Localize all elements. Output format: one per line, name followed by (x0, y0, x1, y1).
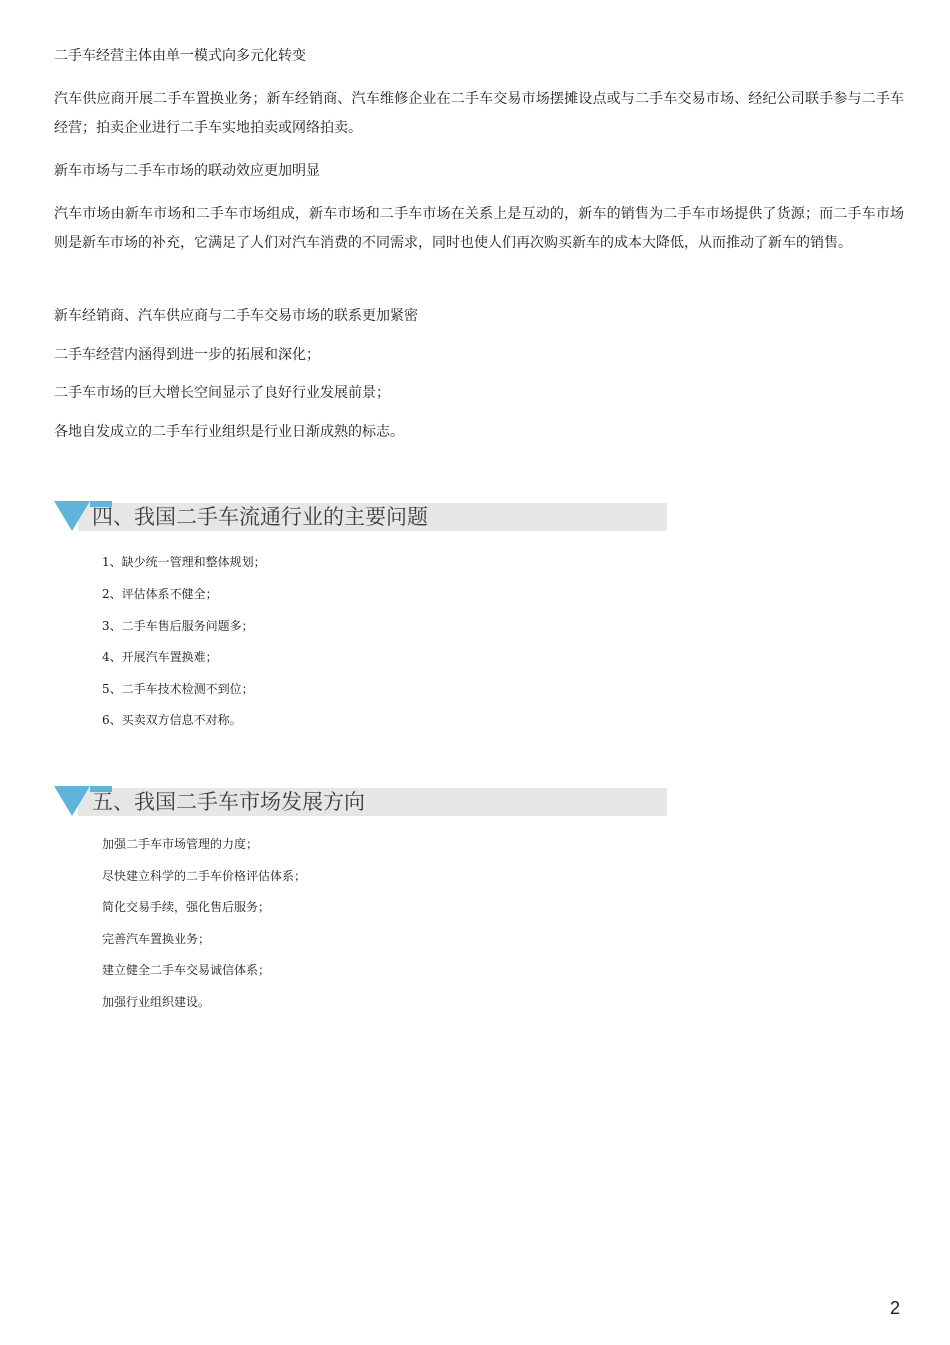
direction-item-5: 建立健全二手车交易诚信体系； (102, 963, 271, 977)
section-5-header (54, 786, 667, 816)
problem-item-4: 4、开展汽车置换难； (102, 650, 218, 664)
paragraph-linkage-body: 汽车市场由新车市场和二手车市场组成，新车市场和二手车市场在关系上是互动的，新车的销售为二手车市场提供了货源；而二手车市场则是新车市场的补充，它满足了人们对汽车消费的不同需求，同时也使人们再次购买新车的成本大降低，从而推动了新车的销售。 (54, 206, 904, 251)
problem-item-3: 3、二手车售后服务问题多； (102, 619, 254, 633)
section-4-header (54, 501, 667, 531)
problem-item-1: 1、缺少统一管理和整体规划； (102, 555, 266, 569)
direction-item-4: 完善汽车置换业务； (102, 932, 211, 946)
direction-item-6: 加强行业组织建设。 (102, 995, 211, 1009)
paragraph-heading-linkage: 新车市场与二手车市场的联动效应更加明显 (54, 163, 320, 179)
paragraph-expansion: 二手车经营内涵得到进一步的拓展和深化； (54, 347, 320, 363)
paragraph-heading-diversification: 二手车经营主体由单一模式向多元化转变 (54, 48, 306, 64)
paragraph-industry-orgs: 各地自发成立的二手车行业组织是行业日渐成熟的标志。 (54, 424, 404, 440)
problem-item-2: 2、评估体系不健全； (102, 587, 218, 601)
problem-item-5: 5、二手车技术检测不到位； (102, 682, 254, 696)
paragraph-closer-ties: 新车经销商、汽车供应商与二手车交易市场的联系更加紧密 (54, 308, 418, 324)
page-number: 2 (890, 1298, 901, 1318)
paragraph-diversification-body: 汽车供应商开展二手车置换业务；新车经销商、汽车维修企业在二手车交易市场摆摊设点或与二手车交易市场、经纪公司联手参与二手车经营；拍卖企业进行二手车实地拍卖或网络拍卖。 (54, 91, 904, 136)
direction-item-3: 简化交易手续，强化售后服务； (102, 900, 271, 914)
triangle-marker-icon (54, 786, 90, 816)
direction-item-1: 加强二手车市场管理的力度； (102, 837, 259, 851)
problem-item-6: 6、买卖双方信息不对称。 (102, 713, 242, 727)
paragraph-growth-space: 二手车市场的巨大增长空间显示了良好行业发展前景； (54, 385, 390, 401)
direction-item-2: 尽快建立科学的二手车价格评估体系； (102, 869, 307, 883)
section-5-title: 五、我国二手车市场发展方向 (92, 790, 365, 814)
triangle-marker-icon (54, 501, 90, 531)
section-4-title: 四、我国二手车流通行业的主要问题 (92, 505, 428, 529)
